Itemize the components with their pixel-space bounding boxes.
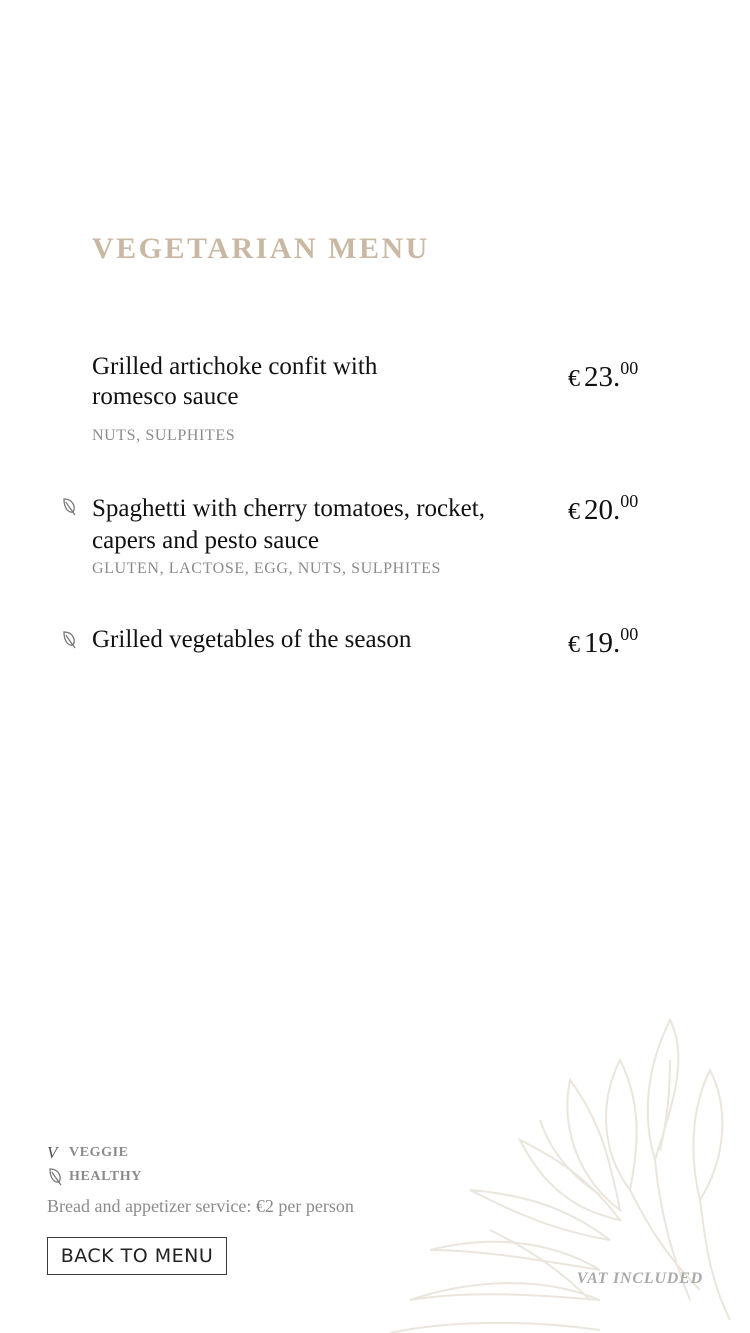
legend-veggie xyxy=(47,1144,129,1162)
veggie-icon: V xyxy=(47,1143,58,1162)
item-allergens: GLUTEN, LACTOSE, EGG, NUTS, SULPHITES xyxy=(92,560,442,577)
price-currency: € xyxy=(568,499,580,525)
legend-healthy-label: HEALTHY xyxy=(69,1169,142,1184)
price-currency: € xyxy=(568,366,580,392)
item-price xyxy=(568,491,638,527)
price-main: 23. xyxy=(584,361,621,393)
healthy-leaf-icon xyxy=(47,1168,63,1186)
service-note: Bread and appetizer service: €2 per person xyxy=(47,1196,354,1216)
back-to-menu-button[interactable]: BACK TO MENU xyxy=(47,1237,227,1275)
item-name: Spaghetti with cherry tomatoes, rocket, capers and pesto sauce xyxy=(92,495,485,554)
legend-healthy xyxy=(47,1168,142,1186)
price-main: 20. xyxy=(584,494,621,526)
item-name: Grilled vegetables of the season xyxy=(92,626,412,653)
item-allergens: NUTS, SULPHITES xyxy=(92,427,236,444)
healthy-leaf-icon xyxy=(61,497,77,517)
healthy-leaf-icon xyxy=(61,630,77,650)
item-name: Grilled artichoke confit with romesco sauce xyxy=(92,353,378,410)
page-title: VEGETARIAN MENU xyxy=(92,232,430,265)
price-currency: € xyxy=(568,632,580,658)
vat-included-note: VAT INCLUDED xyxy=(576,1270,703,1287)
price-main: 19. xyxy=(584,627,621,659)
price-cents: 00 xyxy=(620,358,639,378)
item-price xyxy=(568,624,638,660)
price-cents: 00 xyxy=(620,491,639,511)
price-cents: 00 xyxy=(620,624,639,644)
item-price xyxy=(568,358,638,394)
legend-veggie-label: VEGGIE xyxy=(69,1145,129,1160)
